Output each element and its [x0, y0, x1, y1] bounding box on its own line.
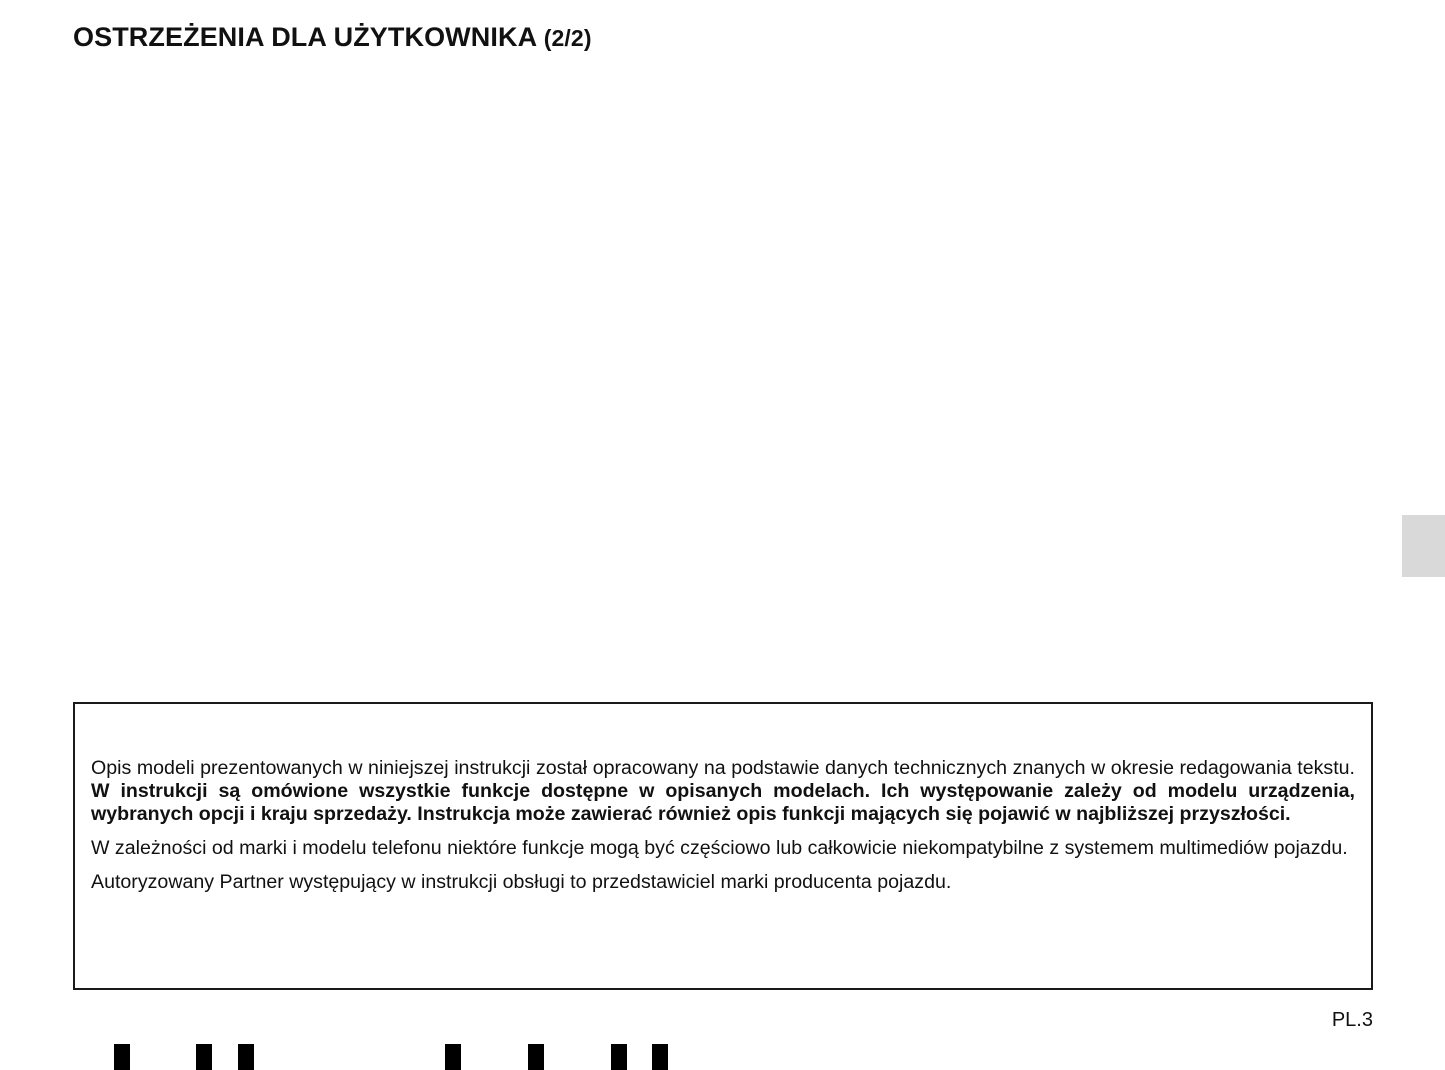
page-title-suffix: (2/2): [543, 25, 592, 51]
print-mark: [611, 1044, 627, 1070]
notice-paragraph-models-emphasis: W instrukcji są omówione wszystkie funkcje dostępne w opisanych modelach. Ich występowanie zależy od modelu urządzenia, wybranych opcji i kraju sprzedaży. Instrukcja może zawierać również opis funkcji mających się pojawić w najbliższej przyszłości.: [91, 780, 1355, 825]
print-mark: [238, 1044, 254, 1070]
page-title: [73, 22, 592, 53]
notice-box: [73, 702, 1373, 990]
notice-paragraph-models-intro: Opis modeli prezentowanych w niniejszej instrukcji został opracowany na podstawie danych technicznych znanych w okresie redagowania tekstu.: [91, 757, 1355, 779]
notice-paragraph-models: [91, 757, 1355, 826]
page-title-text: OSTRZEŻENIA DLA UŻYTKOWNIKA: [73, 22, 537, 52]
print-mark: [114, 1044, 130, 1070]
print-mark: [196, 1044, 212, 1070]
notice-paragraph-authorized-partner: Autoryzowany Partner występujący w instrukcji obsługi to przedstawiciel marki producenta pojazdu.: [91, 871, 952, 893]
notice-paragraph-phone-compatibility: W zależności od marki i modelu telefonu niektóre funkcje mogą być częściowo lub całkowicie niekompatybilne z systemem multimediów pojazdu.: [91, 837, 1348, 859]
print-mark: [652, 1044, 668, 1070]
page-number: PL.3: [1331, 1009, 1373, 1031]
print-mark: [445, 1044, 461, 1070]
side-thumb-tab: [1402, 515, 1445, 577]
print-registration-marks: [0, 1040, 1445, 1070]
print-mark: [528, 1044, 544, 1070]
